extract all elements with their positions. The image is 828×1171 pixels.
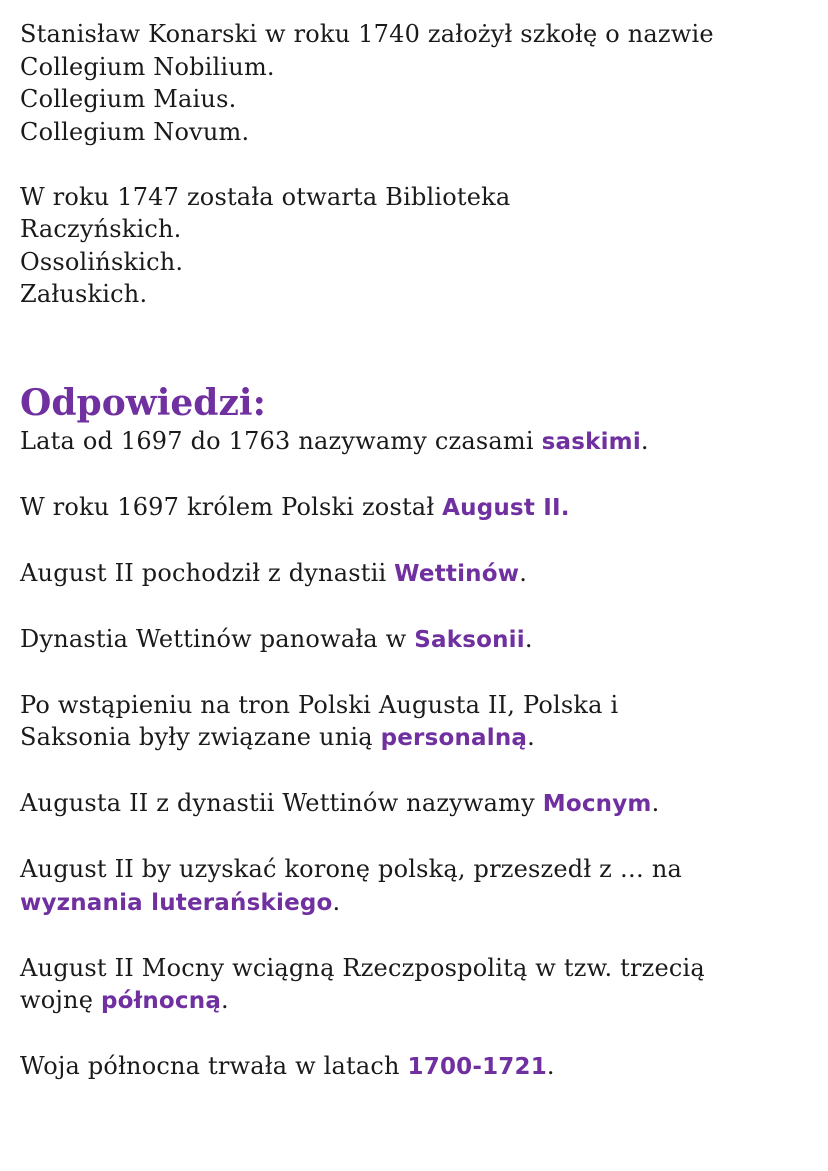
question-1-option-2: Collegium Maius. <box>20 85 237 113</box>
answer-6-text: Augusta II z dynastii Wettinów nazywamy <box>20 789 543 817</box>
answer-6-punct: . <box>651 789 660 817</box>
answer-6-highlight: Mocnym <box>542 791 652 817</box>
spacer <box>20 755 810 788</box>
answer-1-punct: . <box>640 426 649 455</box>
spacer <box>20 458 810 491</box>
answer-7 <box>20 886 810 920</box>
question-1-option-1: Collegium Nobilium. <box>20 52 275 81</box>
spacer <box>20 919 810 952</box>
answer-3-text: August II pochodził z dynastii <box>20 558 395 587</box>
answer-8-line-1: August II Mocny wciągną Rzeczpospolitą w tzw. trzecią <box>20 953 705 982</box>
answer-2-highlight: August II. <box>442 494 570 521</box>
spacer <box>20 148 810 181</box>
spacer <box>20 821 810 854</box>
question-1-option-3: Collegium Novum. <box>20 117 250 146</box>
answer-9-punct: . <box>546 1052 555 1080</box>
answer-5-text: Saksonia były związane unią <box>20 723 381 751</box>
answer-4-punct: . <box>524 624 533 653</box>
answer-8-text: wojnę <box>20 986 101 1014</box>
answer-8 <box>20 984 810 1018</box>
answers-heading: Odpowiedzi: <box>20 381 266 424</box>
spacer <box>20 656 810 689</box>
answer-9 <box>20 1050 810 1084</box>
answer-5-line-1: Po wstąpieniu na tron Polski Augusta II, Polska i <box>20 690 619 719</box>
answer-4-text: Dynastia Wettinów panowała w <box>20 624 415 653</box>
answer-9-text: Woja północna trwała w latach <box>20 1052 408 1080</box>
answer-4 <box>20 623 810 657</box>
answer-1-highlight: saskimi <box>541 428 641 455</box>
answer-3-punct: . <box>519 558 528 587</box>
answer-5-highlight: personalną <box>380 725 528 751</box>
answer-1-text: Lata od 1697 do 1763 nazywamy czasami <box>20 426 542 455</box>
spacer <box>20 311 810 381</box>
answer-5-punct: . <box>527 723 535 751</box>
answer-5 <box>20 721 810 755</box>
question-2-option-1: Raczyńskich. <box>20 215 182 243</box>
answer-2-text: W roku 1697 królem Polski został <box>20 492 443 521</box>
answer-8-punct: . <box>221 986 229 1014</box>
document-page <box>20 18 810 1084</box>
answer-1 <box>20 425 810 459</box>
question-1-prompt: Stanisław Konarski w roku 1740 założył szkołę o nazwie <box>20 20 714 48</box>
answer-7-highlight: wyznania luterańskiego <box>20 889 333 916</box>
question-2-option-2: Ossolińskich. <box>20 247 184 276</box>
answer-7-punct: . <box>332 887 341 916</box>
answer-4-highlight: Saksonii <box>414 626 525 653</box>
answer-7-line-1: August II by uzyskać koronę polską, przeszedł z … na <box>20 855 683 883</box>
answer-9-highlight: 1700-1721 <box>407 1054 547 1080</box>
spacer <box>20 1018 810 1051</box>
question-2-prompt: W roku 1747 została otwarta Biblioteka <box>20 182 511 211</box>
answer-6 <box>20 787 810 821</box>
answer-8-highlight: północną <box>100 988 222 1014</box>
spacer <box>20 590 810 623</box>
answer-3-highlight: Wettinów <box>394 560 520 587</box>
question-2-option-3: Załuskich. <box>20 280 148 308</box>
spacer <box>20 524 810 557</box>
answer-3 <box>20 557 810 591</box>
answer-2 <box>20 491 810 525</box>
